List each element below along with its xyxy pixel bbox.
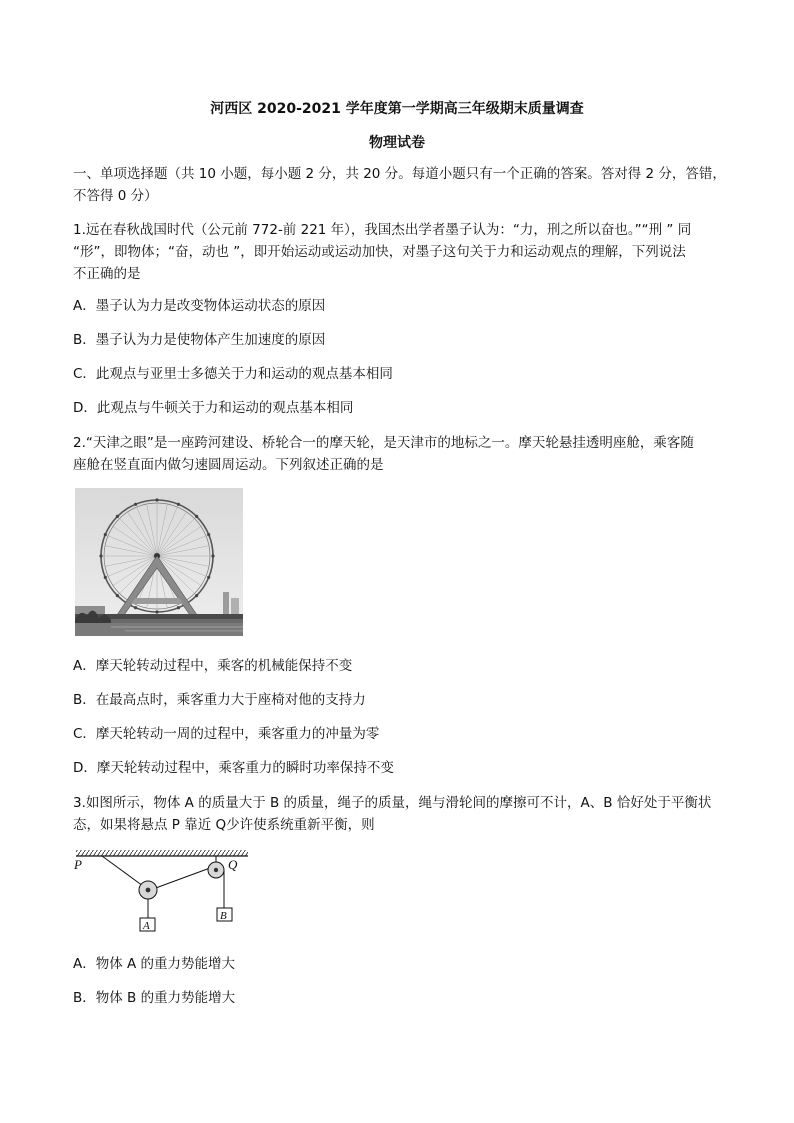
q3-stem-line-1: 3.如图所示，物体 A 的质量大于 B 的质量，绳子的质量，绳与滑轮间的摩擦可不计，A、B 恰好处于平衡状	[73, 795, 712, 811]
section-heading-line-1: 一、单项选择题（共 10 小题，每小题 2 分，共 20 分。每道小题只有一个正确的答案。答对得 2 分，答错，	[73, 166, 726, 182]
q3-option-a: A．物体 A 的重力势能增大	[73, 956, 236, 972]
q2-option-a: A．摩天轮转动过程中，乘客的机械能保持不变	[73, 658, 353, 674]
q1-stem-line-3: 不正确的是	[73, 266, 141, 282]
label-a: A	[143, 920, 150, 932]
q1-option-d: D．此观点与牛顿关于力和运动的观点基本相同	[73, 400, 354, 416]
exam-title: 河西区 2020-2021 学年度第一学期高三年级期末质量调查	[210, 101, 584, 117]
q3-option-b: B．物体 B 的重力势能增大	[73, 990, 236, 1006]
q1-option-a: A．墨子认为力是改变物体运动状态的原因	[73, 298, 326, 314]
q1-stem-line-2: “形”，即物体；“奋，动也 ”，即开始运动或运动加快，对墨子这句关于力和运动观点的理解，下列说法	[73, 244, 686, 260]
q2-stem-line-1: 2.“天津之眼”是一座跨河建设、桥轮合一的摩天轮，是天津市的地标之一。摩天轮悬挂透明座舱，乘客随	[73, 435, 694, 451]
q2-option-d: D．摩天轮转动过程中，乘客重力的瞬时功率保持不变	[73, 760, 394, 776]
q1-option-b: B．墨子认为力是使物体产生加速度的原因	[73, 332, 326, 348]
label-q: Q	[228, 857, 238, 872]
q2-option-c: C．摩天轮转动一周的过程中，乘客重力的冲量为零	[73, 726, 380, 742]
q2-option-b: B．在最高点时，乘客重力大于座椅对他的支持力	[73, 692, 366, 708]
exam-subject: 物理试卷	[369, 135, 425, 151]
section-heading-line-2: 不答得 0 分）	[73, 188, 158, 204]
q1-option-c: C．此观点与亚里士多德关于力和运动的观点基本相同	[73, 366, 393, 382]
label-p: P	[74, 857, 82, 872]
ferris-wheel-photo	[75, 488, 243, 636]
pulley-diagram	[72, 846, 252, 936]
q2-stem-line-2: 座舱在竖直面内做匀速圆周运动。下列叙述正确的是	[73, 457, 384, 473]
label-b: B	[220, 910, 227, 922]
q3-stem-line-2: 态，如果将悬点 P 靠近 Q少许使系统重新平衡，则	[73, 817, 375, 833]
q1-stem-line-1: 1.远在春秋战国时代（公元前 772-前 221 年），我国杰出学者墨子认为：“力，刑之所以奋也。”“刑 ” 同	[73, 222, 692, 238]
